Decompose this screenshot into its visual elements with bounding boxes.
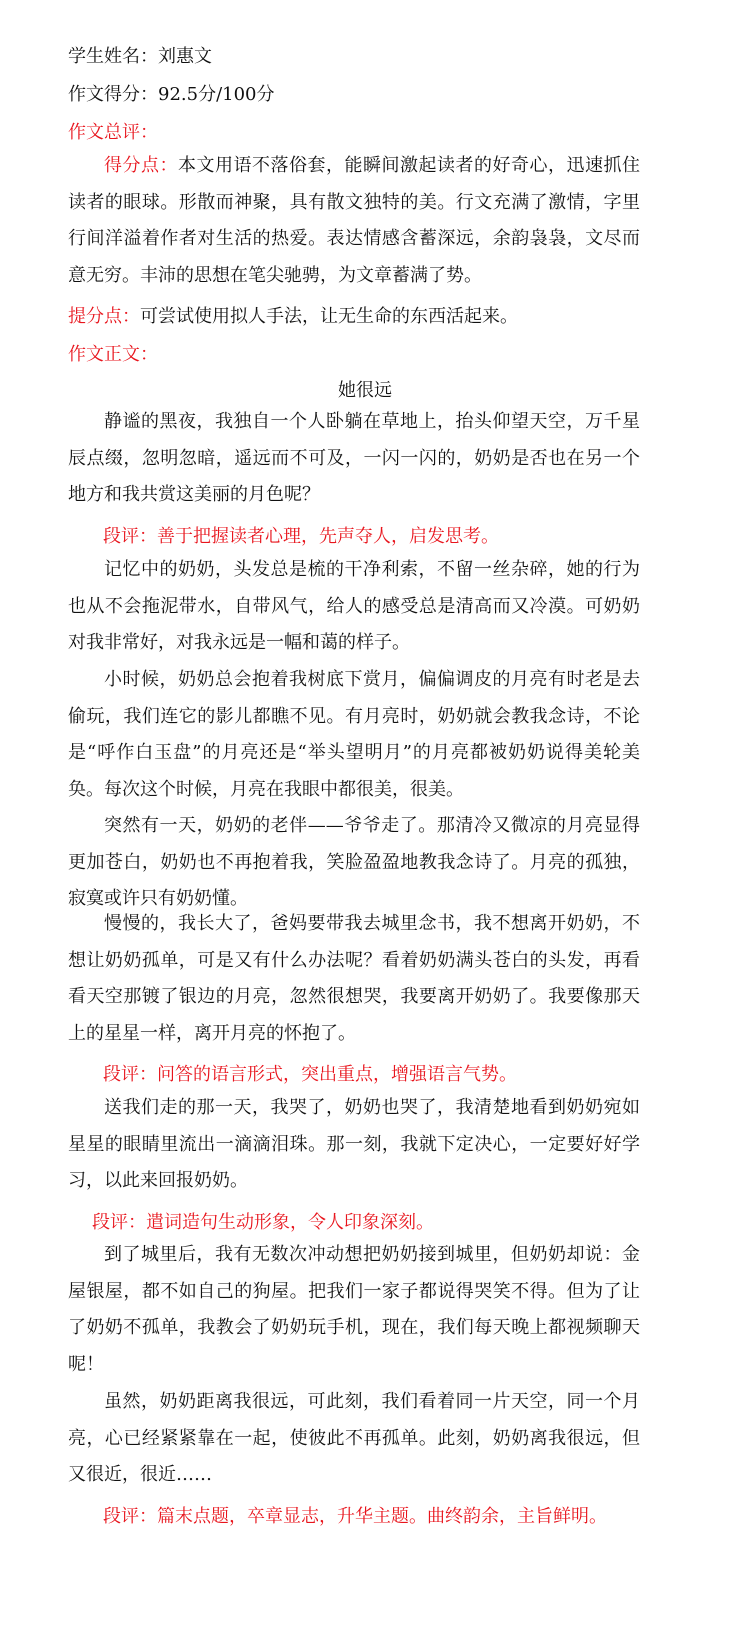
essay-paragraph-2 bbox=[68, 552, 640, 662]
paragraph-review-2: 段评：问答的语言形式，突出重点，增强语言气势。 bbox=[103, 1064, 517, 1085]
student-name-row bbox=[68, 42, 212, 68]
essay-paragraph-7 bbox=[68, 1237, 640, 1383]
paragraph-text: 送我们走的那一天，我哭了，奶奶也哭了，我清楚地看到奶奶宛如星星的眼睛里流出一滴滴泪珠。那一刻，我就下定决心，一定要好好学习，以此来回报奶奶。 bbox=[68, 1097, 640, 1191]
essay-paragraph-5 bbox=[68, 906, 640, 1052]
paragraph-text: 慢慢的，我长大了，爸妈要带我去城里念书，我不想离开奶奶，不想让奶奶孤单，可是又有什么办法呢？看着奶奶满头苍白的头发，再看看天空那镀了银边的月亮，忽然很想哭，我要离开奶奶了。我要像那天上的星星一样，离开月亮的怀抱了。 bbox=[68, 913, 640, 1044]
student-name-label: 学生姓名： bbox=[68, 46, 158, 67]
paragraph-review-3: 段评：遣词造句生动形象，令人印象深刻。 bbox=[92, 1212, 434, 1233]
improve-label: 提分点： bbox=[68, 306, 140, 327]
paragraph-text: 小时候，奶奶总会抱着我树底下赏月，偏偏调皮的月亮有时老是去偷玩，我们连它的影儿都瞧不见。有月亮时，奶奶就会教我念诗，不论是“呼作白玉盘”的月亮还是“举头望明月”的月亮都被奶奶说得美轮美奂。每次这个时候，月亮在我眼中都很美，很美。 bbox=[68, 669, 640, 800]
paragraph-text: 到了城里后，我有无数次冲动想把奶奶接到城里，但奶奶却说：金屋银屋，都不如自己的狗屋。把我们一家子都说得哭笑不得。但为了让了奶奶不孤单，我教会了奶奶玩手机，现在，我们每天晚上都视频聊天呢！ bbox=[68, 1244, 640, 1375]
improve-row bbox=[68, 302, 518, 328]
student-name: 刘惠文 bbox=[158, 46, 212, 67]
paragraph-text: 突然有一天，奶奶的老伴——爷爷走了。那清冷又微凉的月亮显得更加苍白，奶奶也不再抱着我，笑脸盈盈地教我念诗了。月亮的孤独，寂寞或许只有奶奶懂。 bbox=[68, 815, 640, 909]
score-value: 92.5分/100分 bbox=[158, 84, 275, 105]
essay-paragraph-8 bbox=[68, 1384, 640, 1494]
score-row bbox=[68, 80, 275, 106]
strengths-block bbox=[68, 148, 640, 294]
essay-paragraph-6 bbox=[68, 1090, 640, 1200]
essay-paragraph-3 bbox=[68, 662, 640, 808]
paragraph-text: 虽然，奶奶距离我很远，可此刻，我们看着同一片天空，同一个月亮，心已经紧紧靠在一起，使彼此不再孤单。此刻，奶奶离我很远，但又很近，很近…… bbox=[68, 1391, 640, 1485]
score-label: 作文得分： bbox=[68, 84, 158, 105]
paragraph-text: 记忆中的奶奶，头发总是梳的干净利索，不留一丝杂碎，她的行为也从不会拖泥带水，自带风气，给人的感受总是清高而又冷漠。可奶奶对我非常好，对我永远是一幅和蔼的样子。 bbox=[68, 559, 640, 653]
paragraph-text: 静谧的黑夜，我独自一个人卧躺在草地上，抬头仰望天空，万千星辰点缀，忽明忽暗，遥远而不可及，一闪一闪的，奶奶是否也在另一个地方和我共赏这美丽的月色呢？ bbox=[68, 411, 640, 505]
paragraph-review-4: 段评：篇末点题，卒章显志，升华主题。曲终韵余，主旨鲜明。 bbox=[103, 1506, 607, 1527]
strengths-label: 得分点： bbox=[104, 155, 178, 176]
essay-paragraph-4 bbox=[68, 808, 640, 918]
paragraph-review-1: 段评：善于把握读者心理，先声夺人，启发思考。 bbox=[103, 526, 499, 547]
improve-text: 可尝试使用拟人手法，让无生命的东西活起来。 bbox=[140, 306, 518, 327]
strengths-text: 本文用语不落俗套，能瞬间激起读者的好奇心，迅速抓住读者的眼球。形散而神聚，具有散文独特的美。行文充满了激情，字里行间洋溢着作者对生活的热爱。表达情感含蓄深远，余韵袅袅，文尽而意无穷。丰沛的思想在笔尖驰骋，为文章蓄满了势。 bbox=[68, 155, 640, 286]
essay-title: 她很远 bbox=[338, 380, 392, 401]
essay-paragraph-1 bbox=[68, 404, 640, 514]
summary-heading: 作文总评： bbox=[68, 122, 158, 143]
essay-heading: 作文正文： bbox=[68, 344, 158, 365]
